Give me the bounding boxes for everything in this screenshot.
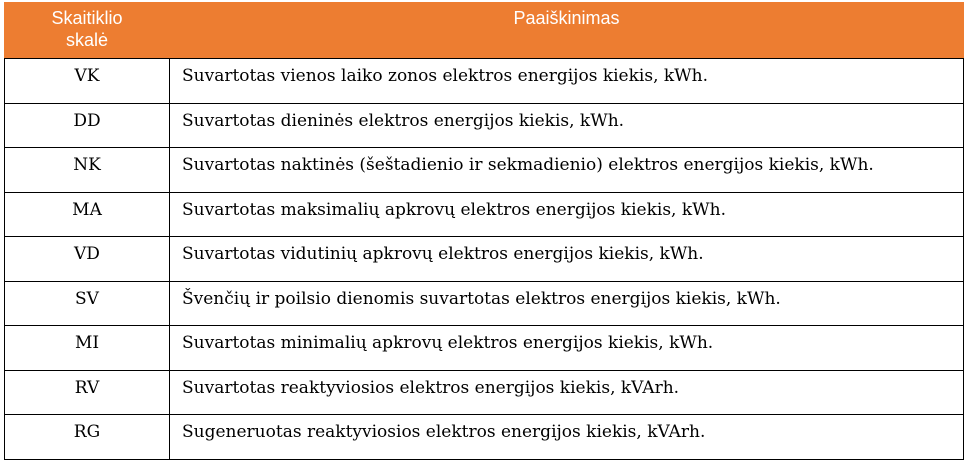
row-description: Suvartotas naktinės (šeštadienio ir sekmadienio) elektros energijos kiekis, kWh. [170,148,964,193]
row-description: Sugeneruotas reaktyviosios elektros energijos kiekis, kVArh. [170,415,964,460]
row-description: Suvartotas dieninės elektros energijos kiekis, kWh. [170,103,964,148]
table-row [5,326,964,371]
header-meter-scale-line1: Skaitiklio [51,8,123,28]
row-description: Suvartotas maksimalių apkrovų elektros energijos kiekis, kWh. [170,192,964,237]
table-row [5,370,964,415]
table-header [5,3,964,59]
row-code: VD [5,237,170,282]
row-code: SV [5,281,170,326]
row-description: Švenčių ir poilsio dienomis suvartotas elektros energijos kiekis, kWh. [170,281,964,326]
header-row [5,3,964,59]
table-row [5,148,964,193]
row-description: Suvartotas vidutinių apkrovų elektros energijos kiekis, kWh. [170,237,964,282]
row-description: Suvartotas vienos laiko zonos elektros energijos kiekis, kWh. [170,59,964,104]
row-code: RV [5,370,170,415]
table-row [5,281,964,326]
row-description: Suvartotas minimalių apkrovų elektros energijos kiekis, kWh. [170,326,964,371]
table-body [5,59,964,460]
row-code: RG [5,415,170,460]
table-row [5,192,964,237]
table-row [5,415,964,460]
header-meter-scale-line2: skalė [65,30,109,50]
header-explanation: Paaiškinimas [170,3,964,59]
table-row [5,237,964,282]
table-row [5,59,964,104]
row-code: DD [5,103,170,148]
row-code: NK [5,148,170,193]
row-code: MA [5,192,170,237]
table-row [5,103,964,148]
row-code: VK [5,59,170,104]
header-meter-scale [5,3,170,59]
row-code: MI [5,326,170,371]
row-description: Suvartotas reaktyviosios elektros energijos kiekis, kVArh. [170,370,964,415]
meter-scale-table [4,2,964,460]
